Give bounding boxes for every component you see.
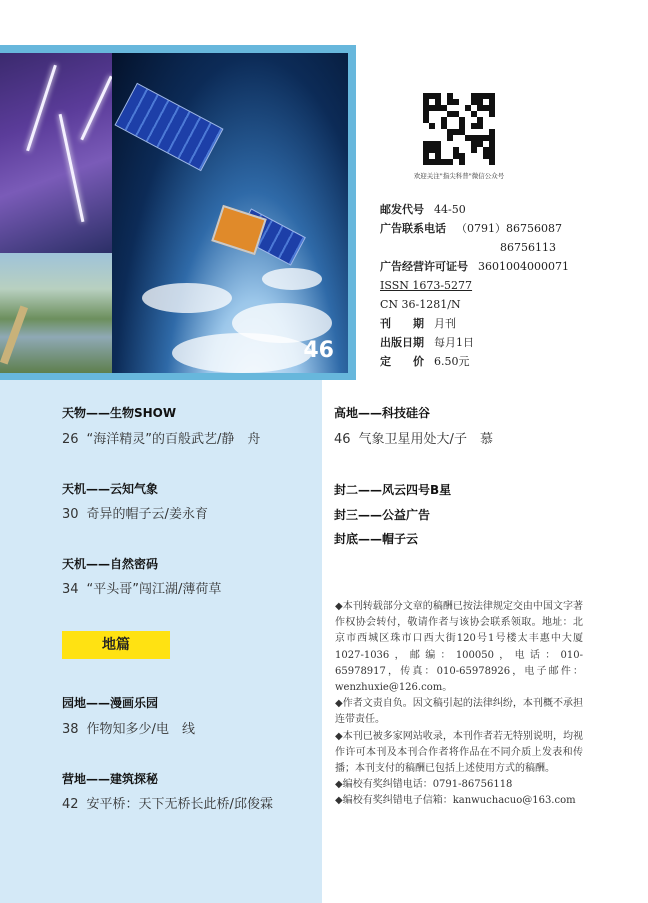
ad-license-label: 广告经营许可证号 [380,260,468,273]
issn: ISSN 1673-5277 [380,279,473,292]
lake-bridge-photo [0,253,112,373]
toc-author: 子 慕 [453,432,493,447]
toc-title: 安平桥：天下无桥长此桥/ [86,797,234,812]
notice-paragraph: ◆编校有奖纠错电话：0791-86756118 [335,779,513,791]
copyright-notice [335,599,583,810]
toc-entry[interactable] [62,793,273,812]
issn-row [380,276,640,295]
price-value: 6.50元 [434,355,470,368]
section-title: 营地——建筑探秘 [62,772,159,786]
ad-phone-value-1: （0791）86756087 [456,222,562,235]
toc-title: “海洋精灵”的百般武艺/ [86,432,222,447]
qr-caption: 欢迎关注"指尖科普"微信公众号 [413,172,505,180]
ad-phone-row-2 [380,238,640,257]
notice-paragraph: ◆作者文责自负。因文稿引起的法律纠纷，本刊概不承担连带责任。 [335,698,583,726]
publish-date-row [380,333,640,352]
toc-author: 薄荷草 [182,582,222,597]
toc-title: 气象卫星用处大/ [358,432,454,447]
toc-author: 姜永育 [168,507,208,522]
ad-phone-value-2: 86756113 [500,241,556,254]
toc-page-number: 46 [334,432,351,447]
period-value: 月刊 [434,317,456,330]
cn-number: CN 36-1281/N [380,298,461,311]
toc-page-number: 34 [62,582,79,597]
toc-title: 奇异的帽子云/ [86,507,169,522]
section-title: 园地——漫画乐园 [62,696,159,710]
page-number-badge: 46 [303,338,334,363]
section-title: 高地——科技硅谷 [334,406,431,420]
toc-author: 邱俊霖 [233,797,273,812]
cover3-entry[interactable]: 封三——公益广告 [334,508,431,522]
publish-date-label: 出版日期 [380,336,424,349]
notice-paragraph: ◆编校有奖纠错电子信箱：kanwuchacuo@163.com [335,795,576,807]
ad-license-value: 3601004000071 [478,260,569,273]
toc-page-number: 26 [62,432,79,447]
toc-page-number: 38 [62,722,79,737]
toc-page-number: 42 [62,797,79,812]
section-title: 天机——云知气象 [62,482,159,496]
lightning-photo [0,53,112,253]
toc-entry[interactable] [62,503,208,522]
notice-paragraph: ◆本刊转载部分文章的稿酬已按法律规定交由中国文字著作权协会转付，敬请作者与该协会联系领取。地址：北京市西城区珠市口西大街120号1号楼太丰惠中大厦1027-1036，邮编：100050，电话：010-65978917，传真：010-65978926，电子邮件：wenzhuxie@126.com。 [335,601,583,694]
price-row [380,352,640,371]
toc-author: 电 线 [155,722,195,737]
postal-code-label: 邮发代号 [380,203,424,216]
toc-entry[interactable] [62,578,221,597]
back-cover-entry[interactable]: 封底——帽子云 [334,532,419,546]
period-row [380,314,640,333]
period-label: 刊 期 [380,317,424,330]
toc-title: “平头哥”闯江湖/ [86,582,183,597]
postal-code-value: 44-50 [434,203,466,216]
toc-title: 作物知多少/ [86,722,156,737]
notice-paragraph: ◆本刊已被多家网站收录，本刊作者若无特别说明，均视作许可本刊及本刊合作者将作品在不同介质上发表和传播；本刊支付的稿酬已包括上述使用方式的稿酬。 [335,730,583,775]
section-tag: 地篇 [62,631,170,659]
toc-entry[interactable] [62,428,260,447]
toc-page-number: 30 [62,507,79,522]
cover2-entry[interactable]: 封二——风云四号B星 [334,483,452,497]
cover-image [0,45,356,380]
ad-phone-row [380,219,640,238]
section-title: 天物——生物SHOW [62,406,177,420]
price-label: 定 价 [380,355,424,368]
postal-code-row [380,200,640,219]
toc-entry[interactable] [62,718,195,737]
qr-code[interactable] [423,93,495,165]
toc-entry[interactable] [334,428,493,447]
publication-info [380,200,640,371]
ad-phone-label: 广告联系电话 [380,222,446,235]
ad-license-row [380,257,640,276]
section-title: 天机——自然密码 [62,557,159,571]
toc-author: 静 舟 [221,432,261,447]
publish-date-value: 每月1日 [434,336,474,349]
cn-row [380,295,640,314]
